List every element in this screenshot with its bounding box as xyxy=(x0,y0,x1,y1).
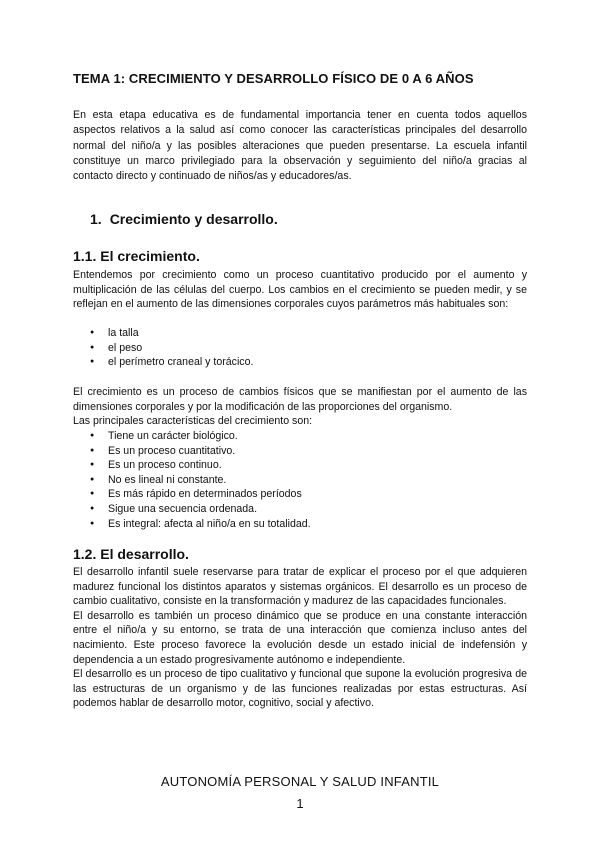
list-item: ● la talla xyxy=(73,326,527,341)
characteristics-list xyxy=(73,429,527,531)
list-item: ● Es más rápido en determinados períodos xyxy=(73,487,527,502)
page-number: 1 xyxy=(296,796,304,811)
list-item: ● Sigue una secuencia ordenada. xyxy=(73,502,527,517)
list-item: ● Es integral: afecta al niño/a en su totalidad. xyxy=(73,517,527,532)
section-number: 1. xyxy=(90,211,102,227)
paragraph-text: El crecimiento es un proceso de cambios físicos que se manifiestan por el aumento de las dimensiones corporales y por la modificación de las proporciones del organismo. xyxy=(73,386,527,413)
list-item: ● No es lineal ni constante. xyxy=(73,473,527,488)
section-heading-1 xyxy=(90,211,278,227)
section-title: Crecimiento y desarrollo. xyxy=(109,211,278,227)
paragraph-text: Las principales características del crecimiento son: xyxy=(73,415,313,428)
list-item: ● Tiene un carácter biológico. xyxy=(73,429,527,444)
document-title: TEMA 1: CRECIMIENTO Y DESARROLLO FÍSICO DE 0 A 6 AÑOS xyxy=(73,71,474,86)
desarrollo-paragraphs xyxy=(73,565,527,711)
subsection-heading-crecimiento: 1.1. El crecimiento. xyxy=(73,248,200,264)
intro-paragraph: En esta etapa educativa es de fundamental importancia tener en cuenta todos aquellos aspectos relativos a la salud así como conocer las características principales del desarrollo normal del niño/a y las posibles alteraciones que pueden presentarse. La escuela infantil constituye un marco privilegiado para la observación y seguimiento del niño/a gracias al contacto directo y continuado de niños/as y educadores/as. xyxy=(73,109,527,183)
page-footer: AUTONOMÍA PERSONAL Y SALUD INFANTIL xyxy=(160,774,440,789)
crecimiento-paragraph-1 xyxy=(73,268,527,312)
list-item: ● Es un proceso cuantitativo. xyxy=(73,444,527,459)
list-item: ● el perímetro craneal y torácico. xyxy=(73,355,527,370)
subsection-heading-desarrollo: 1.2. El desarrollo. xyxy=(73,546,189,562)
params-list xyxy=(73,326,527,370)
crecimiento-paragraph-2 xyxy=(73,385,527,429)
paragraph-text: El desarrollo es también un proceso dinámico que se produce en una constante interacción entre el niño/a y su entorno, se trata de una interacción que comienza incluso antes del nacimiento. Este proceso favorece la evolución desde un estado inicial de indefensión y dependencia a un estado progresivamente autónomo e independiente. xyxy=(73,609,527,666)
paragraph-text: El desarrollo infantil suele reservarse para tratar de explicar el proceso por el que adquieren madurez funcional los distintos aparatos y sistemas orgánicos. El desarrollo es un proceso de cambio cualitativo, consiste en la transformación y madurez de las capacidades funcionales. xyxy=(73,566,527,608)
paragraph-text: El desarrollo es un proceso de tipo cualitativo y funcional que supone la evolución progresiva de las estructuras de un organismo y de las funciones realizadas por estas estructuras. Así podemos hablar de desarrollo motor, cognitivo, social y afectivo. xyxy=(73,668,527,710)
paragraph-text: Entendemos por crecimiento como un proceso cuantitativo producido por el aumento y multiplicación de las células del cuerpo. Los cambios en el crecimiento se pueden medir, y se reflejan en el aumento de las dimensiones corporales cuyos parámetros más habituales son: xyxy=(73,269,527,311)
list-item: ● Es un proceso continuo. xyxy=(73,458,527,473)
list-item: ● el peso xyxy=(73,341,527,356)
